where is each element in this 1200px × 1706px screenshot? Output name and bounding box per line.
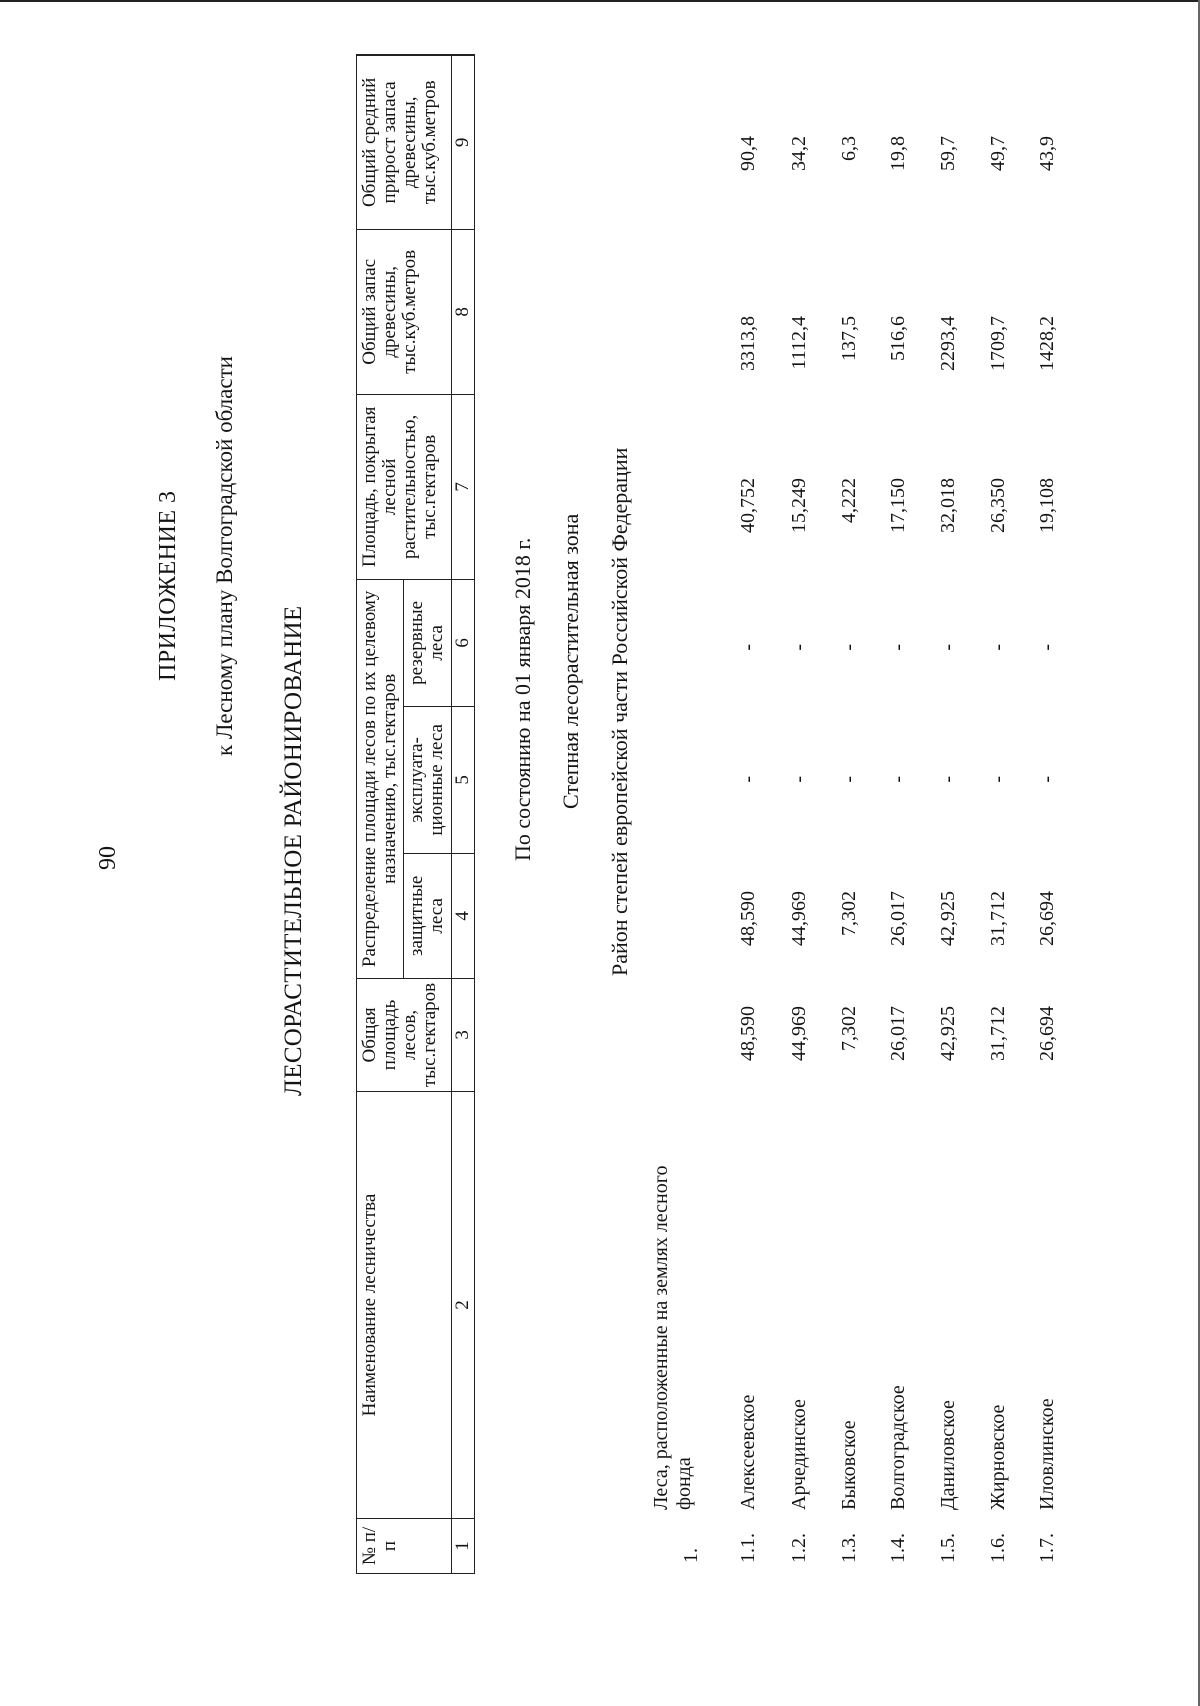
table-row — [1036, 0, 1066, 1706]
row-number: 1.6. — [987, 1533, 1009, 1563]
vegetation-zone: Степная лесорастительная зона — [558, 513, 583, 809]
row-protective: 7,302 — [838, 891, 860, 936]
row-total-stock: 137,5 — [838, 316, 860, 361]
table-row — [788, 0, 818, 1706]
row-growth: 43,9 — [1036, 136, 1058, 171]
header-col-reserve: резервные леса — [404, 579, 451, 706]
row-total-area: 31,712 — [987, 1006, 1009, 1061]
row-reserve: - — [987, 644, 1009, 651]
row-covered-area: 15,249 — [788, 478, 810, 533]
row-total-area: 48,590 — [737, 1006, 759, 1061]
header-col-protective: защитные леса — [404, 853, 451, 978]
row-protective: 26,017 — [887, 891, 909, 946]
row-total-area: 26,017 — [887, 1006, 909, 1061]
row-reserve: - — [887, 644, 909, 651]
header-col-total-stock: Общий запас древесины, тыс.куб.метров — [357, 229, 452, 394]
section-row — [650, 0, 710, 1706]
page-number: 90 — [95, 846, 121, 870]
row-protective: 26,694 — [1036, 891, 1058, 946]
header-col-covered-area: Площадь, покрытая лесной растительностью, тыс.гектаров — [357, 394, 452, 579]
row-protective: 44,969 — [788, 891, 810, 946]
table-header — [356, 54, 475, 1574]
header-col-forestry-name: Наименование лесничества — [357, 1092, 452, 1519]
row-growth: 34,2 — [788, 136, 810, 171]
row-reserve: - — [937, 644, 959, 651]
row-total-stock: 1709,7 — [987, 316, 1009, 371]
section-number: 1. — [680, 1548, 702, 1563]
row-growth: 90,4 — [737, 136, 759, 171]
header-num-7: 7 — [451, 394, 474, 579]
header-num-5: 5 — [451, 706, 474, 853]
row-covered-area: 17,150 — [887, 478, 909, 533]
row-total-area: 44,969 — [788, 1006, 810, 1061]
header-num-6: 6 — [451, 579, 474, 706]
table-row — [887, 0, 917, 1706]
row-number: 1.4. — [887, 1533, 909, 1563]
row-growth: 59,7 — [937, 136, 959, 171]
section-label: Леса, расположенные на землях лесного фонда — [650, 1165, 695, 1510]
row-forestry-name: Быковское — [838, 1420, 860, 1510]
header-col-total-area: Общая площадь лесов, тыс.гектаров — [357, 978, 452, 1091]
row-covered-area: 32,018 — [937, 478, 959, 533]
row-number: 1.7. — [1036, 1533, 1058, 1563]
row-exploitation: - — [887, 776, 909, 783]
header-num-1: 1 — [451, 1519, 474, 1574]
header-num-9: 9 — [451, 55, 474, 230]
table-row — [937, 0, 967, 1706]
row-total-area: 7,302 — [838, 1006, 860, 1051]
row-exploitation: - — [737, 776, 759, 783]
row-growth: 6,3 — [838, 136, 860, 161]
table-row — [987, 0, 1017, 1706]
appendix-subtitle: к Лесному плану Волгоградской области — [212, 356, 237, 756]
row-protective: 42,925 — [937, 891, 959, 946]
row-reserve: - — [788, 644, 810, 651]
row-covered-area: 26,350 — [987, 478, 1009, 533]
row-exploitation: - — [788, 776, 810, 783]
header-col-distribution-group: Распределение площади лесов по их целевому назначению, тыс.гектаров — [357, 579, 404, 978]
row-forestry-name: Волгоградское — [887, 1385, 909, 1510]
row-total-stock: 1112,4 — [788, 316, 810, 370]
row-forestry-name: Даниловское — [937, 1400, 959, 1510]
header-num-3: 3 — [451, 978, 474, 1091]
header-num-2: 2 — [451, 1092, 474, 1519]
row-exploitation: - — [937, 776, 959, 783]
row-number: 1.3. — [838, 1533, 860, 1563]
row-total-stock: 2293,4 — [937, 316, 959, 371]
row-growth: 19,8 — [887, 136, 909, 171]
row-reserve: - — [1036, 644, 1058, 651]
row-total-stock: 3313,8 — [737, 316, 759, 371]
row-forestry-name: Иловлинское — [1036, 1398, 1058, 1510]
row-forestry-name: Алексеевское — [737, 1394, 759, 1510]
state-date: По состоянию на 01 января 2018 г. — [510, 537, 535, 861]
row-covered-area: 4,222 — [838, 478, 860, 523]
row-covered-area: 19,108 — [1036, 478, 1058, 533]
table-row — [838, 0, 868, 1706]
table-row — [737, 0, 767, 1706]
appendix-title: ПРИЛОЖЕНИЕ 3 — [155, 490, 181, 681]
row-number: 1.1. — [737, 1533, 759, 1563]
region-title: Район степей европейской части Российской Федерации — [607, 447, 632, 976]
document-heading: ЛЕСОРАСТИТЕЛЬНОЕ РАЙОНИРОВАНИЕ — [280, 605, 307, 1096]
row-number: 1.2. — [788, 1533, 810, 1563]
row-total-stock: 1428,2 — [1036, 316, 1058, 371]
row-exploitation: - — [838, 776, 860, 783]
row-total-area: 42,925 — [937, 1006, 959, 1061]
header-col-growth: Общий средний прирост запаса древесины, тыс.куб.метров — [357, 55, 452, 230]
row-reserve: - — [838, 644, 860, 651]
row-growth: 49,7 — [987, 136, 1009, 171]
row-total-area: 26,694 — [1036, 1006, 1058, 1061]
header-num-8: 8 — [451, 229, 474, 394]
header-col-number: № п/п — [357, 1519, 452, 1574]
row-exploitation: - — [987, 776, 1009, 783]
row-exploitation: - — [1036, 776, 1058, 783]
header-col-exploitation: эксплуата-ционные леса — [404, 706, 451, 853]
row-forestry-name: Арчединское — [788, 1399, 810, 1510]
row-total-stock: 516,6 — [887, 316, 909, 361]
row-number: 1.5. — [937, 1533, 959, 1563]
row-covered-area: 40,752 — [737, 478, 759, 533]
row-protective: 48,590 — [737, 891, 759, 946]
header-num-4: 4 — [451, 853, 474, 978]
row-protective: 31,712 — [987, 891, 1009, 946]
row-reserve: - — [737, 644, 759, 651]
row-forestry-name: Жирновское — [987, 1404, 1009, 1510]
